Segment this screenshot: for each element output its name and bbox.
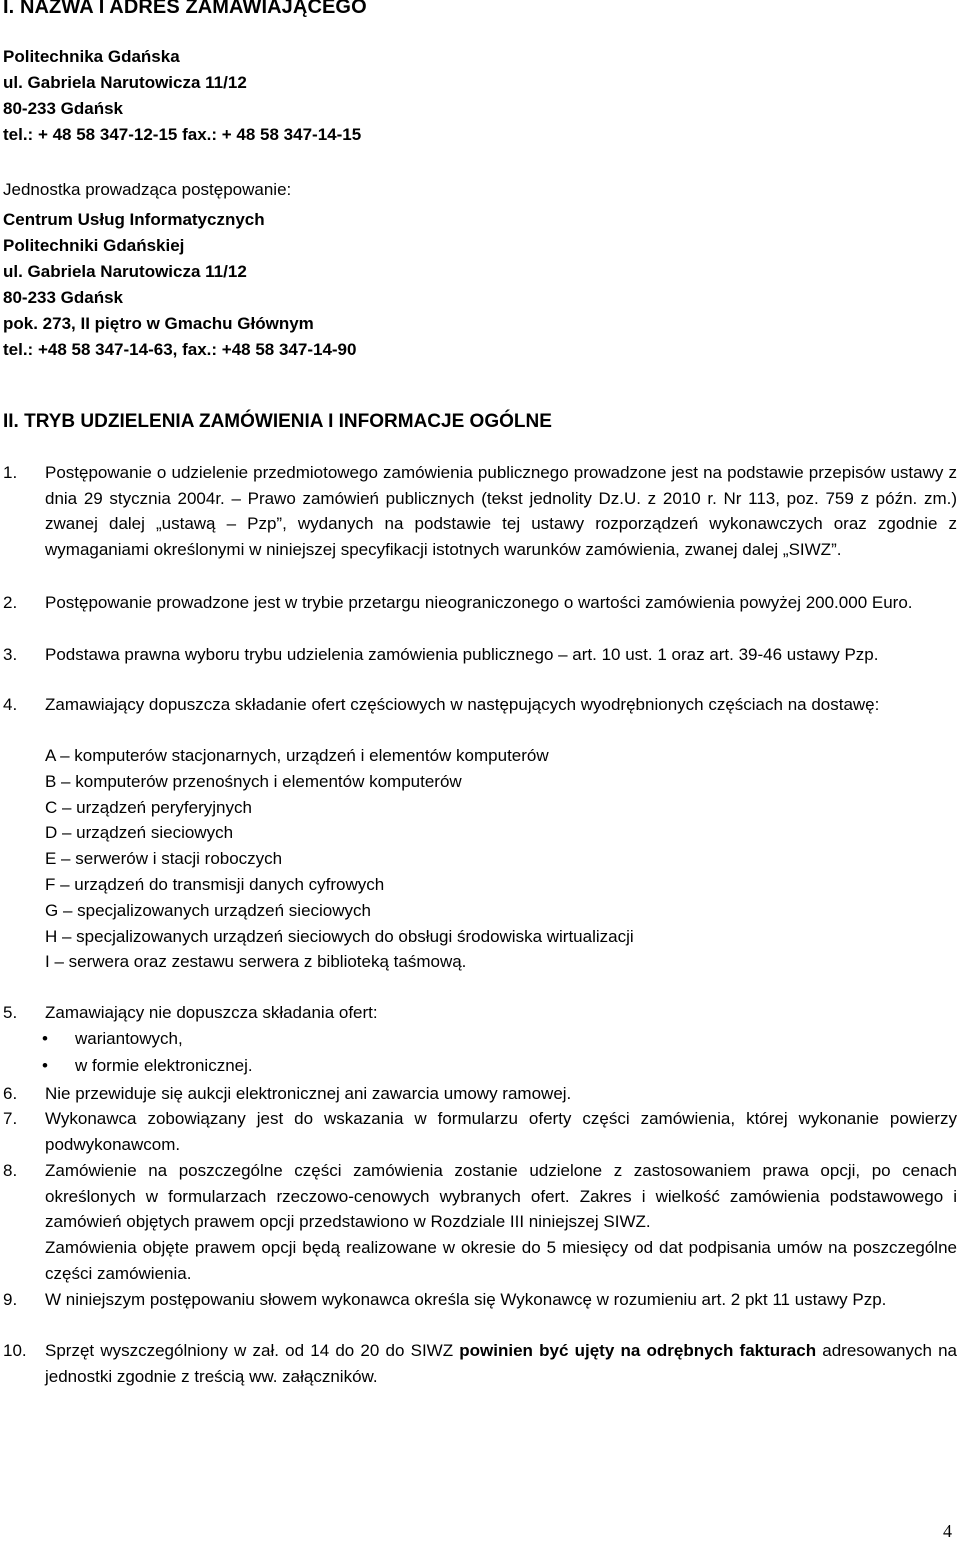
item-number: 9. [3,1290,18,1309]
list-item: E – serwerów i stacji roboczych [45,849,283,869]
list-item: H – specjalizowanych urządzeń sieciowych do obsługi środowiska wirtualizacji [45,926,634,946]
item-6-text: Nie przewiduje się aukcji elektronicznej ani zawarcia umowy ramowej. [45,1084,572,1103]
address-line: Politechnika Gdańska [3,47,180,66]
list-item: B – komputerów przenośnych i elementów komputerów [45,771,462,791]
unit-address-line: pok. 273, II piętro w Gmachu Głównym [3,314,314,333]
bullet-text: w formie elektronicznej. [75,1056,253,1075]
bullet-icon: • [42,1029,48,1048]
item-3-text: Podstawa prawna wyboru trybu udzielenia zamówienia publicznego – art. 10 ust. 1 oraz art. 39-46 ustawy Pzp. [45,645,879,664]
bullet-item [42,1026,183,1052]
bullet-text: wariantowych, [75,1029,183,1048]
unit-address-line: Centrum Usług Informatycznych [3,210,265,229]
item-7-text: Wykonawca zobowiązany jest do wskazania w formularzu oferty części zamówienia, której wykonanie powierzy podwykonawcom. [45,1109,957,1154]
bullet-item [42,1053,253,1079]
item-number: 10. [3,1341,27,1360]
list-item: I – serwera oraz zestawu serwera z biblioteką taśmową. [45,952,467,972]
item-9-text: W niniejszym postępowaniu słowem wykonawca określa się Wykonawcę w rozumieniu art. 2 pkt 11 ustawy Pzp. [45,1290,887,1309]
unit-address-line: Politechniki Gdańskiej [3,236,185,255]
unit-address-line: 80-233 Gdańsk [3,288,124,307]
list-item: A – komputerów stacjonarnych, urządzeń i elementów komputerów [45,746,549,765]
address-line: tel.: + 48 58 347-12-15 fax.: + 48 58 347-14-15 [3,125,362,144]
item-10-text-end: adresowanych na jednostki zgodnie z treścią ww. załączników. [45,1341,957,1386]
section-2-heading: II. TRYB UDZIELENIA ZAMÓWIENIA I INFORMACJE OGÓLNE [3,411,552,432]
list-item: D – urządzeń sieciowych [45,823,234,843]
item-number: 5. [3,1003,18,1022]
item-8-text-continued: Zamówienia objęte prawem opcji będą realizowane w okresie do 5 miesięcy od dat podpisania umów na poszczególne części zamówienia. [45,1238,957,1283]
unit-address-line: tel.: +48 58 347-14-63, fax.: +48 58 347-14-90 [3,340,357,359]
unit-address [3,207,356,363]
list-item: F – urządzeń do transmisji danych cyfrowych [45,874,385,894]
item-number: 2. [3,593,18,612]
item-number: 3. [3,645,18,664]
item-10-text-bold: powinien być ujęty na odrębnych fakturach [459,1341,817,1360]
parts-list [45,743,634,975]
bullet-icon: • [42,1056,48,1075]
page-number: 4 [943,1521,952,1541]
unit-address-line: ul. Gabriela Narutowicza 11/12 [3,262,247,281]
item-8-text: Zamówienie na poszczególne części zamówienia zostanie udzielone z zastosowaniem prawa opcji, po cenach określonych w formularzach rzeczowo-cenowych wybranych ofert. Zakres i wielkość zamówienia podstawowego i zamówień objętych prawem opcji przedstawiono w Rozdziale III niniejszej SIWZ. [45,1161,957,1232]
item-number: 8. [3,1161,18,1180]
item-2-text: Postępowanie prowadzone jest w trybie przetargu nieograniczonego o wartości zamówienia powyżej 200.000 Euro. [45,593,913,612]
section-1-heading: I. NAZWA I ADRES ZAMAWIAJĄCEGO [3,0,367,18]
contracting-authority-address [3,44,361,148]
list-item: G – specjalizowanych urządzeń sieciowych [45,900,371,920]
item-10-text-start: Sprzęt wyszczególniony w zał. od 14 do 20 do SIWZ [45,1341,460,1360]
item-4-text: Zamawiający dopuszcza składanie ofert częściowych w następujących wyodrębnionych częściach na dostawę: [45,695,880,714]
unit-label: Jednostka prowadząca postępowanie: [3,180,292,199]
item-number: 1. [3,463,18,482]
list-item: C – urządzeń peryferyjnych [45,797,252,817]
item-5-text: Zamawiający nie dopuszcza składania ofert: [45,1003,378,1022]
item-10-text [45,1338,957,1389]
item-number: 4. [3,695,18,714]
item-1-text: Postępowanie o udzielenie przedmiotowego zamówienia publicznego prowadzone jest na podstawie przepisów ustawy z dnia 29 stycznia 2004r. – Prawo zamówień publicznych (tekst jednolity Dz.U. z 2010 r. Nr 113, poz. 759 z późn. zm.) zwanej dalej „ustawą – Pzp”, wydanych na podstawie tej ustawy rozporządzeń wykonawczych oraz zgodnie z wymaganiami określonymi w niniejszej specyfikacji istotnych warunków zamówienia, zwanej dalej „SIWZ”. [45,463,957,559]
item-number: 7. [3,1109,18,1128]
address-line: ul. Gabriela Narutowicza 11/12 [3,73,247,92]
item-number: 6. [3,1084,18,1103]
address-line: 80-233 Gdańsk [3,99,124,118]
